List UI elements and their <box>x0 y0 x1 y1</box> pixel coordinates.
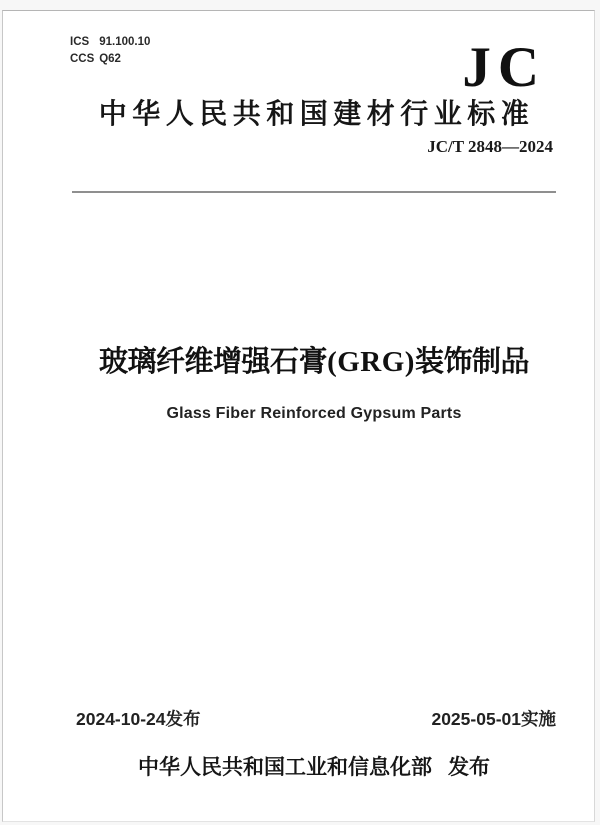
ics-row <box>70 34 150 51</box>
standard-category-title: 中华人民共和国建材行业标准 <box>98 98 535 129</box>
issue-date: 2024-10-24 <box>76 709 166 729</box>
issue-suffix: 发布 <box>165 709 201 729</box>
ccs-value: Q62 <box>99 52 121 65</box>
publisher-line <box>72 751 556 781</box>
issue-date-line <box>72 706 201 731</box>
title-cn-suffix: 装饰制品 <box>414 346 529 378</box>
title-cn-prefix: 玻璃纤维增强石膏 <box>99 346 328 378</box>
jc-standard-logo: JC <box>462 36 546 99</box>
standard-cover-page <box>2 10 595 822</box>
ics-value: 91.100.10 <box>99 36 151 48</box>
publisher-suffix: 发布 <box>448 756 490 779</box>
implement-date: 2025-05-01 <box>431 709 521 729</box>
document-title-chinese <box>72 339 556 380</box>
publisher-name: 中华人民共和国工业和信息化部 <box>138 756 432 779</box>
ccs-row <box>70 51 150 68</box>
standard-code: JC/T 2848—2024 <box>427 137 553 156</box>
classification-codes <box>70 34 150 67</box>
date-row <box>72 706 556 731</box>
ccs-label: CCS <box>70 52 95 65</box>
ics-label: ICS <box>70 36 90 48</box>
implement-date-line <box>431 706 556 731</box>
document-title-english: Glass Fiber Reinforced Gypsum Parts <box>166 405 462 422</box>
header-divider-rule <box>72 191 556 193</box>
title-cn-paren: (GRG) <box>327 346 415 378</box>
implement-suffix: 实施 <box>521 709 556 729</box>
